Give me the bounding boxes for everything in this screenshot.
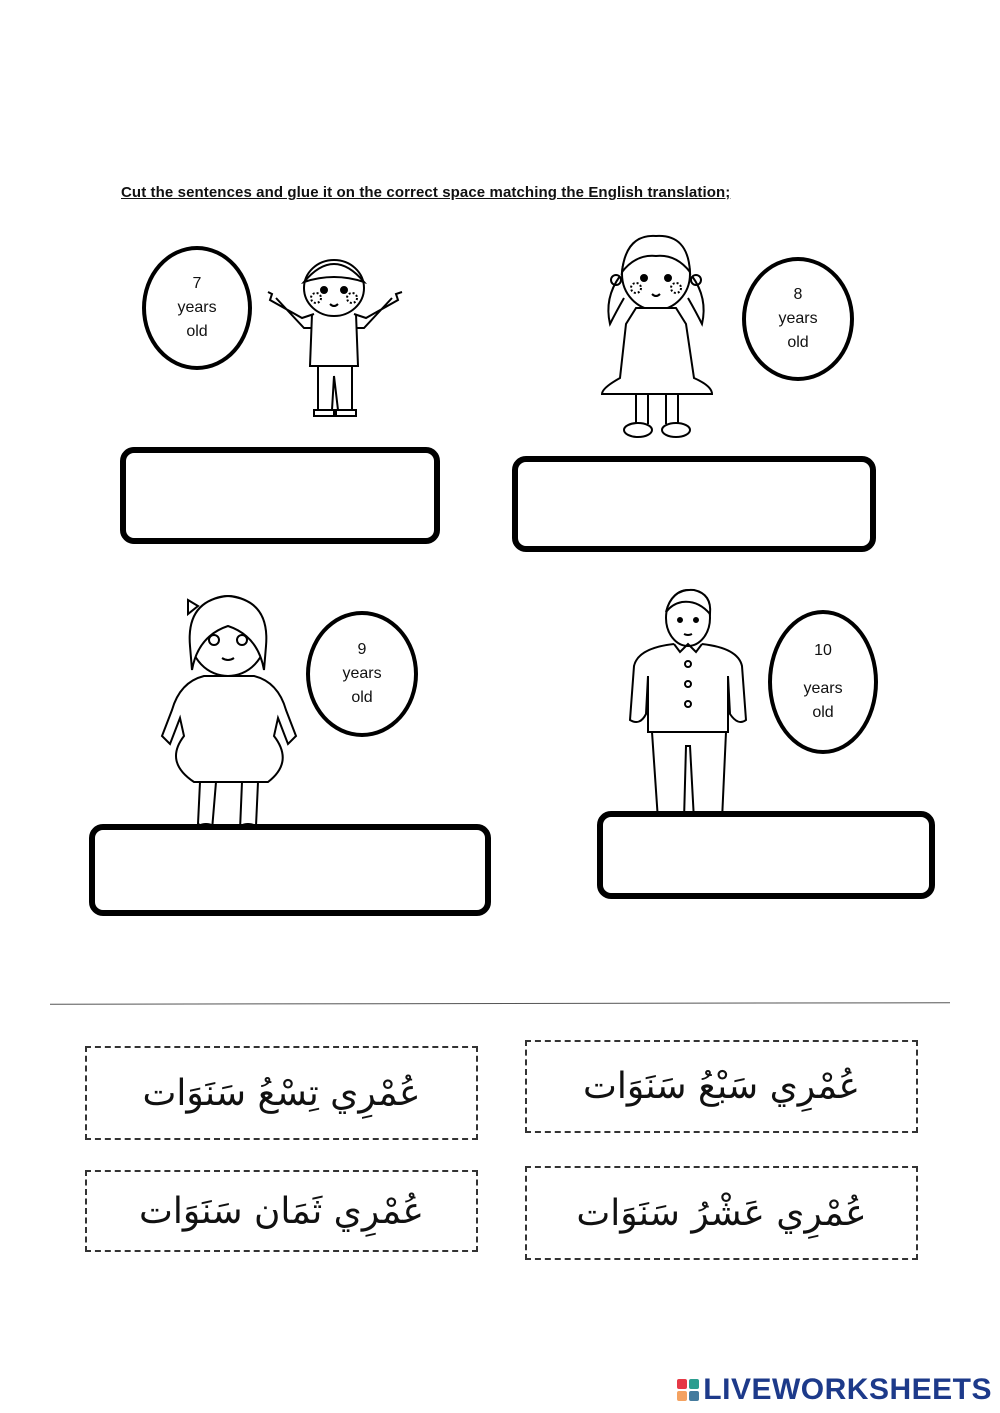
boy-arms-out-icon [266, 248, 406, 420]
age-suffix: old [186, 323, 208, 340]
age-unit: years [342, 665, 382, 682]
girl-pigtails-icon [596, 228, 718, 440]
age-suffix: old [812, 704, 834, 721]
cut-card-seven[interactable] [525, 1040, 918, 1133]
cut-card-text: عُمْرِي سَبْعُ سَنَوَات [583, 1066, 860, 1107]
cut-card-ten[interactable] [525, 1166, 918, 1260]
cut-card-text: عُمْرِي تِسْعُ سَنَوَات [142, 1072, 421, 1114]
instruction-text: Cut the sentences and glue it on the correct space matching the English translation; [121, 184, 731, 201]
age-number: 10 [814, 642, 832, 659]
answer-box-4[interactable] [597, 811, 935, 899]
age-bubble-9 [306, 611, 418, 737]
age-bubble-8 [742, 257, 854, 381]
liveworksheets-logo[interactable] [677, 1373, 992, 1407]
cut-card-nine[interactable] [85, 1046, 478, 1140]
answer-box-3[interactable] [89, 824, 491, 916]
answer-box-2[interactable] [512, 456, 876, 552]
age-bubble-10 [768, 610, 878, 754]
age-number: 7 [192, 275, 202, 292]
cut-card-text: عُمْرِي عَشْرُ سَنَوَات [576, 1192, 867, 1234]
age-unit: years [803, 680, 843, 697]
age-number: 9 [357, 641, 367, 658]
answer-box-1[interactable] [120, 447, 440, 544]
age-unit: years [177, 299, 217, 316]
boy-standing-icon [622, 586, 758, 830]
logo-mark-icon [677, 1379, 699, 1401]
age-suffix: old [787, 334, 809, 351]
age-suffix: old [351, 689, 373, 706]
cut-line [50, 1002, 950, 1005]
age-number: 8 [793, 286, 803, 303]
age-bubble-7 [142, 246, 252, 370]
girl-bow-icon [158, 586, 300, 842]
age-unit: years [778, 310, 818, 327]
cut-card-text: عُمْرِي ثَمَان سَنَوَات [139, 1190, 424, 1232]
logo-text: LIVEWORKSHEETS [703, 1373, 992, 1406]
cut-card-eight[interactable] [85, 1170, 478, 1252]
